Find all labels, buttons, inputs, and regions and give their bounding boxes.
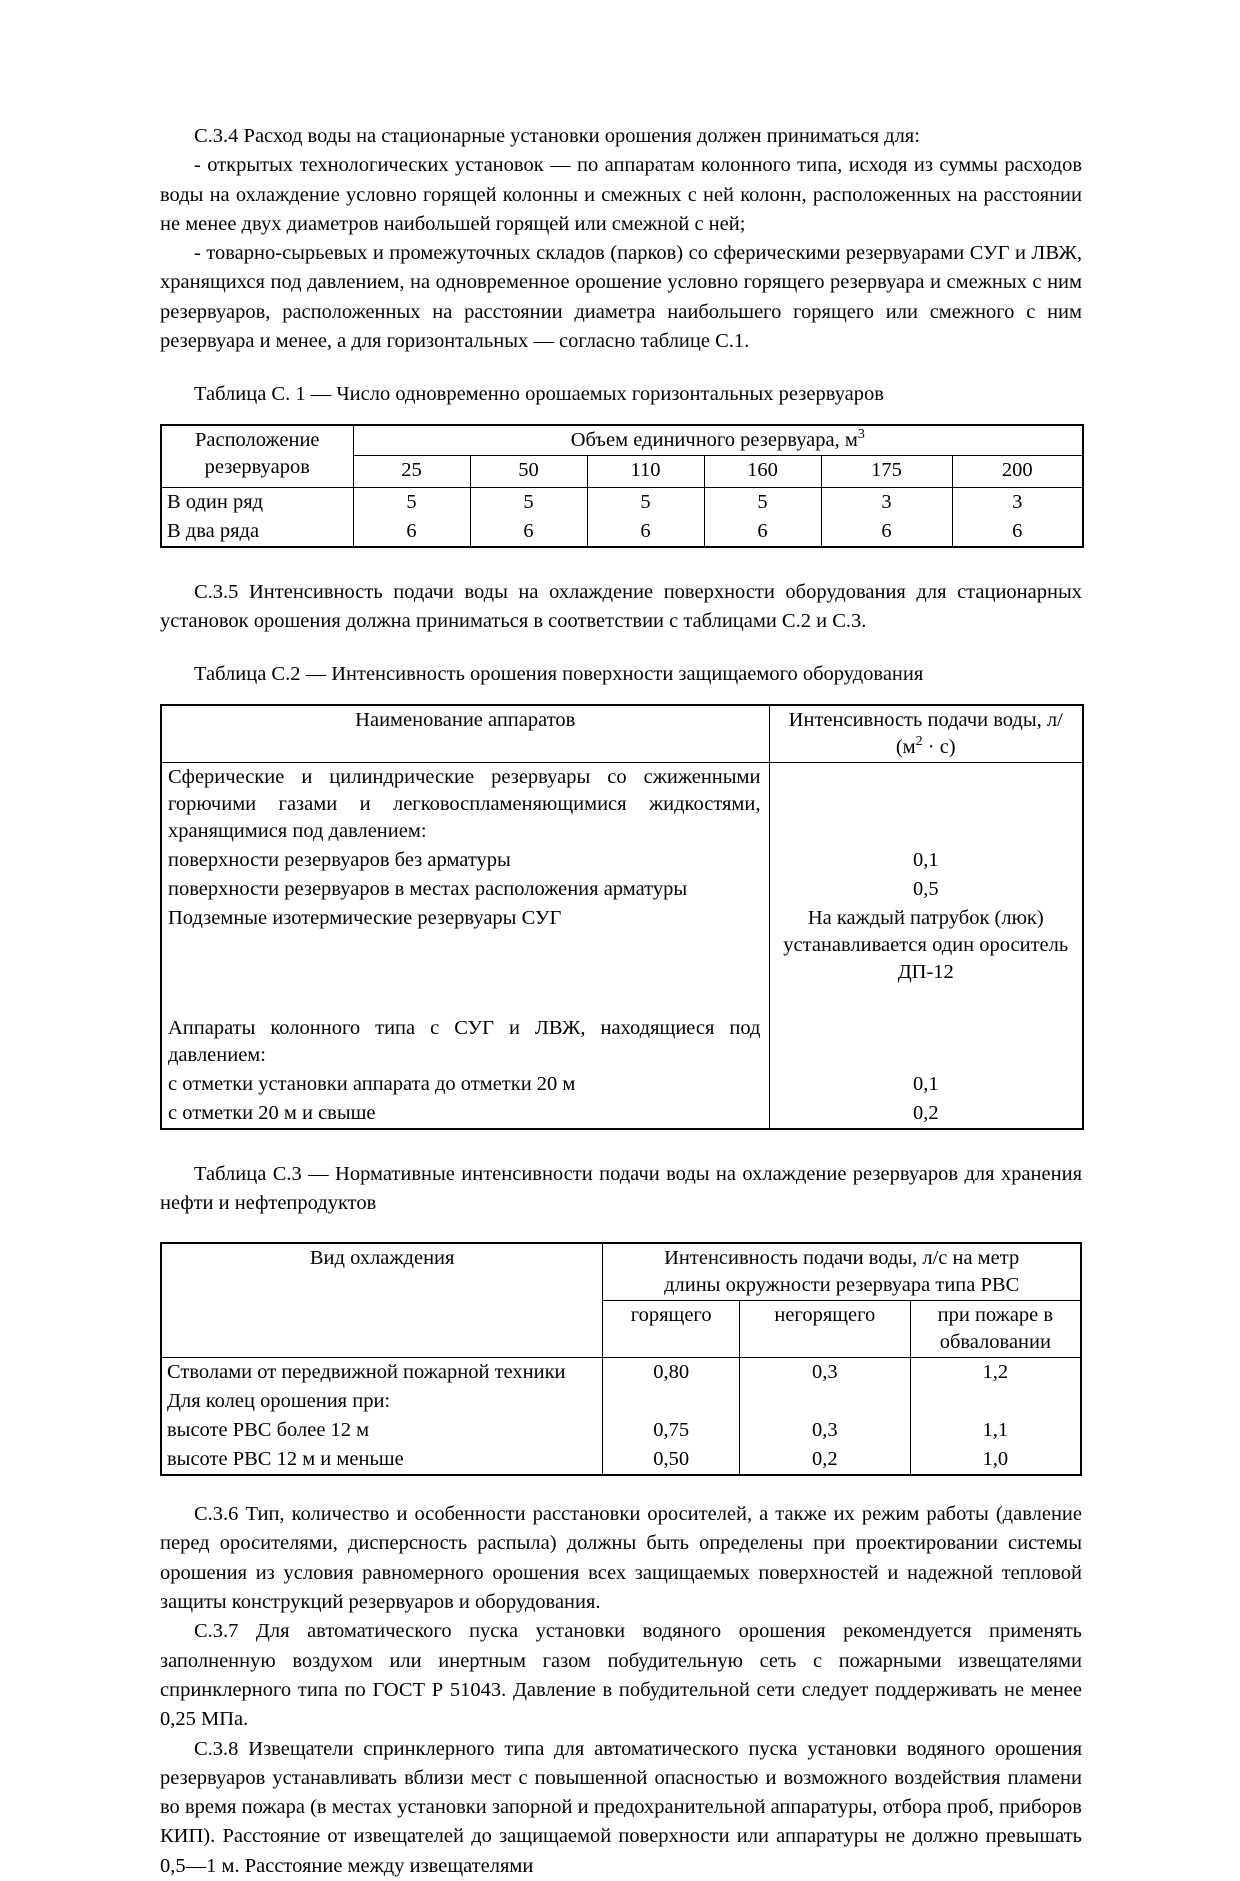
spacer [160, 410, 1082, 424]
table-c3-cell: 0,3 [739, 1358, 910, 1388]
spacer [160, 356, 1082, 380]
table-c3-cell: 0,2 [739, 1445, 910, 1475]
table-c3-cell: 0,80 [603, 1358, 740, 1388]
table-c2 [160, 704, 1084, 1130]
table-c3-row-label: Стволами от передвижной пожарной техники [161, 1358, 603, 1388]
table-c2-header-value-line2-pre: (м [895, 735, 916, 758]
table-c3-group-header-line2: длины окружности резервуара типа РВС [664, 1274, 1020, 1297]
table-row [161, 1416, 1081, 1445]
table-c1-volume-cell: 25 [353, 455, 470, 487]
table-c2-wrapper [160, 704, 1082, 1130]
table-c1-cell: 6 [952, 517, 1083, 547]
table-c3-cell [910, 1387, 1081, 1416]
table-c1-cell: 6 [470, 517, 587, 547]
table-c1-group-header-text: Объем единичного резервуара, м [570, 428, 858, 451]
table-row [161, 487, 1083, 517]
table-c1-cell: 6 [821, 517, 952, 547]
table-c2-row-value: 0,5 [769, 875, 1083, 904]
table-c1-volume-cell: 110 [587, 455, 704, 487]
spacer [160, 548, 1082, 578]
table-row [161, 846, 1083, 875]
table-c3-cell [739, 1387, 910, 1416]
paragraph-c36: С.3.6 Тип, количество и особенности расстановки оросителей, а также их режим работы (давление перед оросителями, дисперсность распыла) должны быть определены при проектировании системы орошения из условия равномерного орошения всех защищаемых поверхностей и надежной тепловой защиты конструкций резервуаров и оборудования. [160, 1503, 1082, 1614]
table-c1-cell: 5 [470, 487, 587, 517]
table-row [161, 1243, 1081, 1301]
table-row [161, 762, 1083, 846]
table-c1-cell: 6 [587, 517, 704, 547]
table-c1-volume-cell: 200 [952, 455, 1083, 487]
paragraph-c34-item-2: - товарно-сырьевых и промежуточных складов (парков) со сферическими резервуарами СУГ и ЛВЖ, хранящихся под давлением, на одновременное орошение условно горящего резервуара и смежных с ним резервуаров, расположенных на расстоянии диаметра наибольшего горящего или смежного с ним резервуара и менее, а для горизонтальных — согласно таблице С.1. [160, 242, 1082, 353]
table-c2-group2-title [161, 987, 769, 1070]
table-c2-row-name: поверхности резервуаров без арматуры [161, 846, 769, 875]
table-c2-group1-title: Сферические и цилиндрические резервуары со сжиженными горючими газами и легковоспламеняющимися жидкостями, хранящимися под давлением: [161, 762, 769, 846]
spacer [160, 1218, 1082, 1242]
paragraph-c37: С.3.7 Для автоматического пуска установки водяного орошения рекомендуется применять заполненную воздухом или инертным газом побудительную сеть с пожарными извещателями спринклерного типа по ГОСТ Р 51043. Давление в побудительной сети следует поддерживать не менее 0,25 МПа. [160, 1620, 1082, 1731]
table-c3-row-label: высоте РВС 12 м и меньше [161, 1445, 603, 1475]
table-c1-cell: 3 [952, 487, 1083, 517]
spacer [160, 1130, 1082, 1160]
table-row [161, 1099, 1083, 1129]
table-row [161, 904, 1083, 987]
table-c1 [160, 424, 1084, 548]
table-row [161, 1445, 1081, 1475]
table-c2-header-value-line1: Интенсивность подачи воды, л/ [788, 708, 1063, 731]
spacer [160, 636, 1082, 660]
table-c1-cell: 5 [353, 487, 470, 517]
table-row [161, 1387, 1081, 1416]
table-c2-caption: Таблица С.2 — Интенсивность орошения поверхности защищаемого оборудования [194, 663, 924, 686]
table-c3-header-kind: Вид охлаждения [161, 1243, 603, 1358]
table-c1-cell: 3 [821, 487, 952, 517]
table-c3-cell [603, 1387, 740, 1416]
paragraph-c34-intro: С.3.4 Расход воды на стационарные установки орошения должен приниматься для: [194, 125, 920, 147]
table-c1-volume-cell: 50 [470, 455, 587, 487]
table-c2-row-value: 0,2 [769, 1099, 1083, 1129]
table-c2-row-name: поверхности резервуаров в местах расположения арматуры [161, 875, 769, 904]
table-c2-header-value-sup: 2 [915, 733, 923, 749]
table-row [161, 705, 1083, 763]
table-c1-cell: 6 [353, 517, 470, 547]
table-c1-row-label: В два ряда [161, 517, 353, 547]
table-c2-row-name: Подземные изотермические резервуары СУГ [161, 904, 769, 987]
table-c1-group-header [353, 425, 1083, 456]
table-c3-subheader: горящего [603, 1301, 740, 1358]
table-c3-cell: 0,75 [603, 1416, 740, 1445]
table-row [161, 875, 1083, 904]
table-row [161, 1070, 1083, 1099]
table-c2-group2-title-text: Аппараты колонного типа с СУГ и ЛВЖ, находящиеся под давлением: [168, 1016, 761, 1066]
table-c1-cell: 5 [587, 487, 704, 517]
table-c1-volume-cell: 175 [821, 455, 952, 487]
page-content [160, 122, 1082, 1881]
table-c1-wrapper [160, 424, 1082, 548]
table-c1-row-header: Расположение резервуаров [161, 425, 353, 488]
table-c2-row-value: 0,1 [769, 846, 1083, 875]
table-c3-cell: 0,3 [739, 1416, 910, 1445]
table-c3-subheader: негорящего [739, 1301, 910, 1358]
table-c2-row-name: с отметки 20 м и свыше [161, 1099, 769, 1129]
table-c2-row-value: На каждый патрубок (люк) устанавливается один ороситель ДП-12 [769, 904, 1083, 987]
table-row [161, 517, 1083, 547]
spacer [160, 690, 1082, 704]
table-c2-header-value-line2-post: · с) [922, 735, 956, 758]
table-c1-row-label: В один ряд [161, 487, 353, 517]
table-c3-row-label: Для колец орошения при: [161, 1387, 603, 1416]
table-c3-group-header [603, 1243, 1081, 1301]
table-c3-cell: 1,1 [910, 1416, 1081, 1445]
table-c3-caption: Таблица С.3 — Нормативные интенсивности подачи воды на охлаждение резервуаров для хранения нефти и нефтепродуктов [160, 1162, 1082, 1214]
paragraph-c38: С.3.8 Извещатели спринклерного типа для автоматического пуска установки водяного орошения резервуаров устанавливать вблизи мест с повышенной опасностью и возможного воздействия пламени во время пожара (в местах установки запорной и предохранительной аппаратуры, отбора проб, приборов КИП). Расстояние от извещателей до защищаемой поверхности или аппаратуры не должно превышать 0,5—1 м. Расстояние между извещателями [160, 1737, 1082, 1877]
spacer [160, 1476, 1082, 1500]
table-c1-group-header-sup: 3 [857, 426, 865, 442]
table-c1-cell: 5 [704, 487, 821, 517]
paragraph-c35: С.3.5 Интенсивность подачи воды на охлаждение поверхности оборудования для стационарных установок орошения должна приниматься в соответствии с таблицами С.2 и С.3. [160, 580, 1082, 632]
table-c2-group2-value [769, 987, 1083, 1070]
table-row [161, 1358, 1081, 1388]
table-c2-row-name: с отметки установки аппарата до отметки 20 м [161, 1070, 769, 1099]
table-c2-header-value [769, 705, 1083, 763]
table-c2-header-name: Наименование аппаратов [161, 705, 769, 763]
table-c2-row-value: 0,1 [769, 1070, 1083, 1099]
table-c3-cell: 1,0 [910, 1445, 1081, 1475]
table-c3-row-label: высоте РВС более 12 м [161, 1416, 603, 1445]
table-c3-cell: 1,2 [910, 1358, 1081, 1388]
table-c3-cell: 0,50 [603, 1445, 740, 1475]
paragraph-c34-item-1: - открытых технологических установок — по аппаратам колонного типа, исходя из суммы расходов воды на охлаждение условно горящей колонны и смежных с ней колонн, расположенных на расстоянии не менее двух диаметров наибольшей горящей или смежной с ней; [160, 154, 1082, 235]
table-c3 [160, 1242, 1082, 1476]
table-row [161, 425, 1083, 456]
table-c1-caption: Таблица С. 1 — Число одновременно орошаемых горизонтальных резервуаров [194, 383, 884, 406]
table-c3-subheader: при пожаре в обваловании [910, 1301, 1081, 1358]
table-c2-group1-value [769, 762, 1083, 846]
spacer-line [168, 988, 761, 1015]
table-c1-cell: 6 [704, 517, 821, 547]
table-row [161, 987, 1083, 1070]
table-c3-wrapper [160, 1242, 1082, 1476]
table-c1-volume-cell: 160 [704, 455, 821, 487]
table-c3-group-header-line1: Интенсивность подачи воды, л/с на метр [664, 1247, 1020, 1270]
